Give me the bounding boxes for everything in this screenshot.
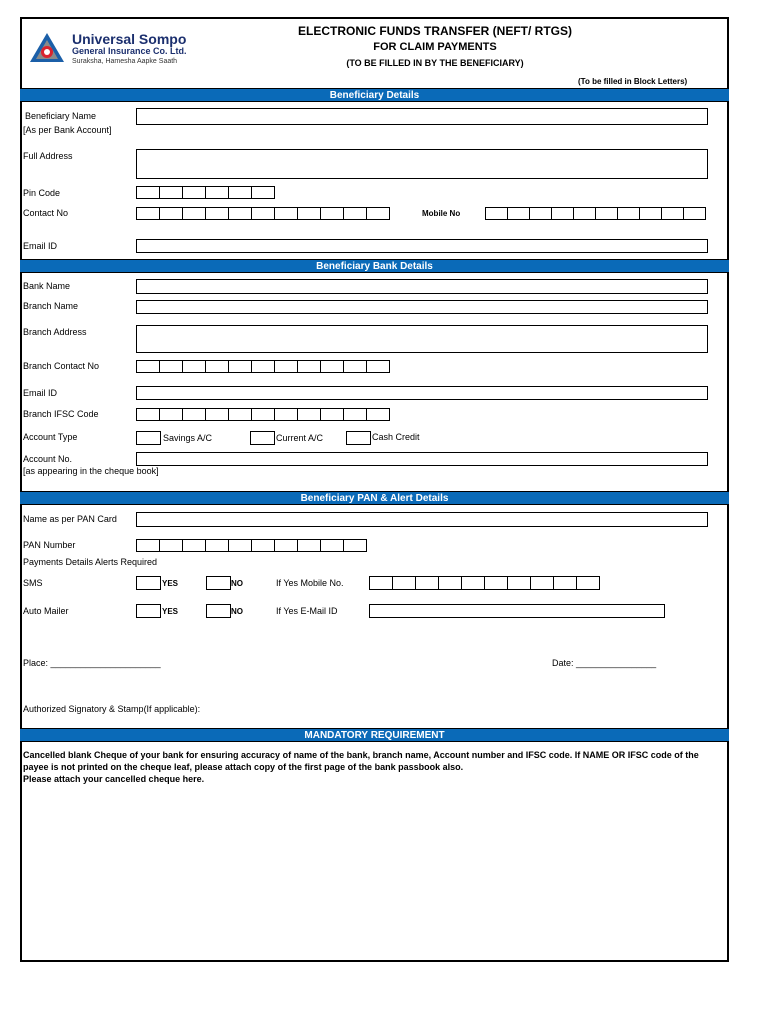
contact-no-input[interactable]: [136, 207, 390, 220]
auto-mailer-label: Auto Mailer: [23, 606, 69, 616]
mobile-no-label: Mobile No: [422, 209, 461, 218]
mandatory-text-line1: Cancelled blank Cheque of your bank for ensuring accuracy of name of the bank, branch name, Account number and IFSC code. If NAME OR IFSC code of the payee is not printed on the cheque leaf, please attach copy of the first page of the bank passbook also.: [23, 750, 699, 772]
bank-name-label: Bank Name: [23, 281, 71, 291]
current-label: Current A/C: [276, 433, 324, 443]
cash-credit-label: Cash Credit: [372, 432, 420, 442]
company-subname: General Insurance Co. Ltd.: [72, 46, 187, 56]
company-tagline: Suraksha, Hamesha Aapke Saath: [72, 58, 178, 65]
full-address-input[interactable]: [136, 149, 708, 179]
bank-email-input[interactable]: [136, 386, 708, 400]
beneficiary-name-input[interactable]: [136, 108, 708, 125]
full-address-label: Full Address: [23, 151, 73, 161]
pan-name-input[interactable]: [136, 512, 708, 527]
block-letters-note: (To be filled in Block Letters): [578, 77, 688, 86]
sms-no-checkbox[interactable]: [206, 576, 231, 590]
mailer-yes-checkbox[interactable]: [136, 604, 161, 618]
branch-address-label: Branch Address: [23, 327, 87, 337]
pin-code-input[interactable]: [136, 186, 275, 199]
branch-contact-label: Branch Contact No: [23, 361, 100, 371]
mandatory-text: [23, 749, 723, 785]
mailer-yes-label: YES: [162, 607, 179, 616]
section-beneficiary-details: Beneficiary Details: [20, 88, 729, 102]
account-no-sublabel: [as appearing in the cheque book]: [23, 466, 159, 476]
section-bank-details: Beneficiary Bank Details: [20, 259, 729, 273]
mandatory-text-line2: Please attach your cancelled cheque here.: [23, 774, 205, 784]
place-field[interactable]: Place: ______________________: [23, 658, 161, 668]
pan-number-input[interactable]: [136, 539, 367, 552]
branch-name-input[interactable]: [136, 300, 708, 314]
account-no-label: Account No.: [23, 454, 73, 464]
section-mandatory-requirement: MANDATORY REQUIREMENT: [20, 728, 729, 742]
sms-label: SMS: [23, 578, 43, 588]
savings-checkbox[interactable]: [136, 431, 161, 445]
if-yes-email-label: If Yes E-Mail ID: [276, 606, 338, 616]
form-subtitle: FOR CLAIM PAYMENTS: [373, 41, 497, 53]
pin-code-label: Pin Code: [23, 188, 61, 198]
contact-no-label: Contact No: [23, 208, 69, 218]
sms-no-label: NO: [231, 579, 243, 588]
savings-label: Savings A/C: [163, 433, 213, 443]
pan-name-label: Name as per PAN Card: [23, 514, 117, 524]
authorized-signatory-label: Authorized Signatory & Stamp(If applicable):: [23, 704, 201, 714]
date-field[interactable]: Date: ________________: [552, 658, 657, 668]
bank-email-label: Email ID: [23, 388, 58, 398]
account-type-label: Account Type: [23, 432, 78, 442]
pan-number-label: PAN Number: [23, 540, 76, 550]
company-name: Universal Sompo: [72, 31, 187, 47]
ifsc-code-label: Branch IFSC Code: [23, 409, 99, 419]
cash-credit-checkbox[interactable]: [346, 431, 371, 445]
account-no-input[interactable]: [136, 452, 708, 466]
section-pan-alert-details: Beneficiary PAN & Alert Details: [20, 491, 729, 505]
form-title: ELECTRONIC FUNDS TRANSFER (NEFT/ RTGS): [298, 24, 572, 38]
bank-name-input[interactable]: [136, 279, 708, 294]
email-id-input[interactable]: [136, 239, 708, 253]
ifsc-code-input[interactable]: [136, 408, 390, 421]
alerts-required-label: Payments Details Alerts Required: [23, 557, 158, 567]
email-id-label: Email ID: [23, 241, 58, 251]
branch-name-label: Branch Name: [23, 301, 79, 311]
if-yes-mobile-label: If Yes Mobile No.: [276, 578, 344, 588]
beneficiary-name-sublabel: [As per Bank Account]: [23, 125, 112, 135]
company-logo-icon: [28, 31, 66, 65]
beneficiary-name-label: Beneficiary Name: [25, 111, 97, 121]
form-instruction: (TO BE FILLED IN BY THE BENEFICIARY): [346, 58, 524, 68]
sms-yes-label: YES: [162, 579, 179, 588]
mobile-no-input[interactable]: [485, 207, 706, 220]
alert-email-input[interactable]: [369, 604, 665, 618]
alert-mobile-input[interactable]: [369, 576, 600, 590]
current-checkbox[interactable]: [250, 431, 275, 445]
mailer-no-label: NO: [231, 607, 243, 616]
mailer-no-checkbox[interactable]: [206, 604, 231, 618]
branch-address-input[interactable]: [136, 325, 708, 353]
branch-contact-input[interactable]: [136, 360, 390, 373]
sms-yes-checkbox[interactable]: [136, 576, 161, 590]
